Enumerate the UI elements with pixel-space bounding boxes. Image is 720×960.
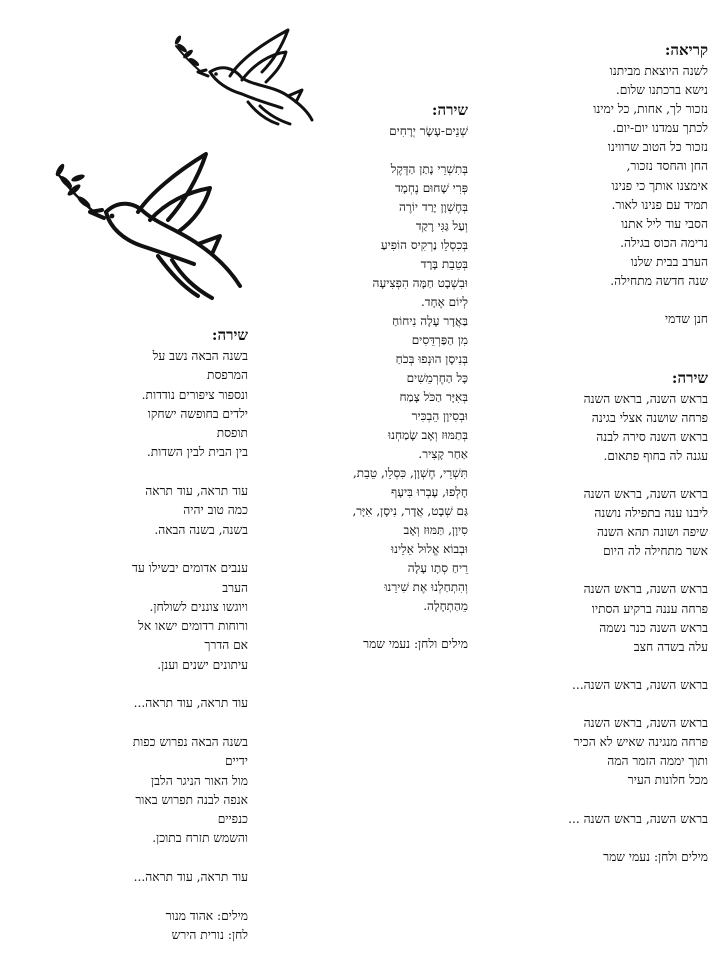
lyric-line: אשר מתחילה לה היום — [603, 544, 708, 559]
lyric-line: בְּנִיסָן הוּנְפוּ בְּכֹחַ — [395, 352, 468, 366]
lyric-line: כָּל הַחֶרְמֵשִׁים — [406, 371, 468, 385]
lyric-line: הערב — [222, 580, 248, 595]
lyric-line: בין הבית לבין השדות. — [146, 445, 248, 460]
lyric-line: בְּכִסְלֵו נַרְקִיס הוֹפִיעַ — [380, 238, 468, 252]
lyric-line: בְּחֶשְׁוָן יָרַד יוֹרֶה — [399, 200, 468, 214]
lyric-line: שיפה ושונה תהא השנה — [596, 525, 708, 540]
lyric-line: בראש השנה סירה לבנה — [596, 429, 708, 444]
lyric-line: כמה טוב יהיה — [183, 503, 248, 518]
lyric-line: ונספור ציפורים נודדות. — [141, 387, 248, 402]
reading-line: החן והחסד נזכור, — [626, 159, 708, 174]
lyric-line: בשנה הבאה נשב על — [152, 349, 248, 363]
lyric-line: רֵיחַ סְתָו עָלָה — [407, 561, 468, 575]
lyric-line: בשנה הבאה נפרוש כפות — [132, 734, 248, 749]
lyric-line: ליבנו ענה בתפילה נושנה — [594, 506, 708, 521]
reading-line: נישא ברכתנו שלום. — [615, 83, 708, 98]
lyric-line: בראש השנה, בראש השנה ... — [568, 811, 708, 826]
lyric-line: בראש השנה כנר נשמה — [599, 620, 708, 635]
lyric-line: בְּטֵבֵת בָּרָד — [420, 257, 468, 271]
lyric-line: בראש השנה, בראש השנה — [583, 486, 708, 501]
song-twelve-months-subtitle: שְׁנֵים-עָשָׂר יְרָחִים — [389, 124, 468, 138]
lyric-line: תִּשְׁרֵי, חֶשְׁוָן, כִּסְלֵו, טֵבֵת, — [352, 466, 468, 480]
lyric-line: מכל חלונות העיר — [627, 773, 708, 788]
song-twelve-months-lyrics — [318, 160, 468, 616]
lyric-line: והשמש תזרח בתוכן. — [152, 831, 248, 846]
lyric-line: פרחה מנגינה שאיש לא הכיר — [573, 735, 708, 750]
song-next-year-lyrics — [56, 347, 248, 907]
lyric-line: בראש השנה, בראש השנה... — [572, 677, 708, 692]
song-twelve-months-credit: מילים ולחן: נעמי שמר — [363, 637, 468, 651]
lyric-line: עגנה לה בחוף פתאום. — [603, 448, 708, 463]
lyric-line: גַּם שְׁבָט, אֲדָר, נִיסָן, אִיָּר, — [352, 504, 468, 518]
reading-lines — [480, 62, 708, 291]
lyric-line: בראש השנה, בראש השנה — [583, 716, 708, 731]
song-next-year-title: שירה: — [211, 326, 248, 344]
lyric-line: וְעַל גַּגִּי רָקַד — [415, 219, 468, 233]
lyric-line: ותוך יממה הזמר המה — [607, 754, 708, 769]
lyric-line: ידיים — [224, 754, 248, 769]
lyric-line: בְּתַמּוּז וְאָב שָׂמַחְנוּ — [388, 428, 468, 442]
reading-line: נזכור כל הטוב שרווינו — [607, 140, 708, 155]
lyric-line: עוד תראה, עוד תראה... — [133, 696, 248, 711]
lyric-line: תופסת — [216, 426, 248, 441]
lyric-line: וּבְבוֹא אֱלוּל אֵלֵינוּ — [391, 542, 468, 556]
lyric-line: וּבִשְׁבָט חַמָּה הִפְצִיעָה — [372, 276, 468, 290]
lyric-line: פְּרִי שָׁחוּם נֶחְמָד — [394, 181, 468, 195]
lyric-line: אנפה לבנה תפרוש באור — [135, 792, 248, 807]
lyric-line: ויוגשו צוננים לשולחן. — [149, 599, 248, 614]
reading-line: הערב בבית שלנו — [630, 254, 708, 269]
lyric-line: עוד תראה, עוד תראה... — [133, 870, 248, 885]
lyric-line: ורוחות רדומים ישאו אל — [138, 619, 248, 634]
reading-line: נרימה הכוס בגילה. — [620, 235, 708, 250]
lyric-line: מול האור הניגר הלבן — [151, 773, 248, 788]
right-column — [480, 40, 708, 867]
reading-line: לכתך עמדנו יום-יום. — [612, 121, 708, 136]
reading-title: קריאה: — [664, 41, 708, 59]
lyric-line: בראש השנה, בראש השנה — [583, 582, 708, 597]
song-rosh-hashana-credit: מילים ולחן: נעמי שמר — [603, 849, 708, 864]
lyric-line: עיתונים ישנים וענן. — [157, 657, 248, 672]
lyric-line: בראש השנה, בראש השנה — [583, 391, 708, 406]
lyric-line: עלה בשדה חצב — [633, 639, 708, 654]
reading-line: הסבי עוד ליל אתנו — [621, 216, 708, 231]
lyric-line: ענבים אדומים יבשילו עד — [132, 561, 248, 576]
reading-line: לשנה היוצאת מביתנו — [609, 64, 708, 78]
lyric-line: חָלְפוּ, עָבְרוּ בִּיעָף — [391, 485, 468, 499]
song-rosh-hashana-title: שירה: — [671, 368, 708, 387]
reading-line: שנה חדשה מתחילה. — [610, 274, 708, 289]
lyric-line: פרחה עננה ברקיע הסתיו — [591, 601, 708, 616]
lyric-line: ילדים בחופשה ישחקו — [147, 406, 248, 421]
song-next-year-music-credit: לחן: נורית הירש — [171, 927, 248, 942]
reading-author: חנן שדמי — [664, 312, 708, 327]
reading-line: אימצנו אותך כי פנינו — [611, 178, 708, 193]
lyric-line: פרחה שושנה אצלי בגינה — [591, 410, 708, 425]
lyric-line: בַּאֲדָר עָלָה נִיחוֹחַ — [392, 314, 468, 328]
lyric-line: אם הדרך — [204, 638, 248, 653]
song-next-year-lyrics-credit: מילים: אהוד מנור — [165, 908, 248, 923]
lyric-line: המרפסת — [207, 368, 248, 383]
lyric-line: בְּתִשְׁרֵי נָתַן הַדֶּקֶל — [390, 162, 468, 176]
song-rosh-hashana-lyrics — [480, 390, 708, 848]
dove-with-olive-branch-icon — [48, 150, 258, 320]
song-twelve-months-title: שירה: — [431, 101, 468, 119]
lyric-line: בְּאִיָּר הַכֹּל צָמַח — [399, 390, 468, 404]
lyric-line: כנפיים — [217, 812, 248, 827]
lyric-line: וּבְסִיוָן הֵבְכִּיר — [411, 409, 468, 423]
lyric-line: לְיוֹם אֶחָד. — [420, 295, 468, 309]
lyric-line: סִיוָן, תַּמּוּז וְאָב — [403, 523, 468, 537]
lyric-line: מִן הַפַּרְדֵּסִים — [411, 333, 468, 347]
reading-line: נזכור לך, אחות, כל ימינו — [593, 102, 708, 117]
lyric-line: עוד תראה, עוד תראה — [145, 484, 248, 499]
middle-column — [318, 100, 468, 654]
lyric-line: וְהִתְחַלְנוּ אֶת שִׁירֵנוּ — [384, 580, 468, 594]
lyric-line: מֵהַתְחָלָה. — [423, 599, 468, 613]
lyric-line: בשנה, בשנה הבאה. — [154, 522, 248, 537]
lyric-line: אַחַר קָצִיר. — [418, 447, 468, 461]
reading-line: תמיד עם פנינו לאור. — [611, 197, 708, 212]
left-column — [56, 325, 248, 945]
dove-with-olive-branch-icon — [170, 24, 320, 134]
